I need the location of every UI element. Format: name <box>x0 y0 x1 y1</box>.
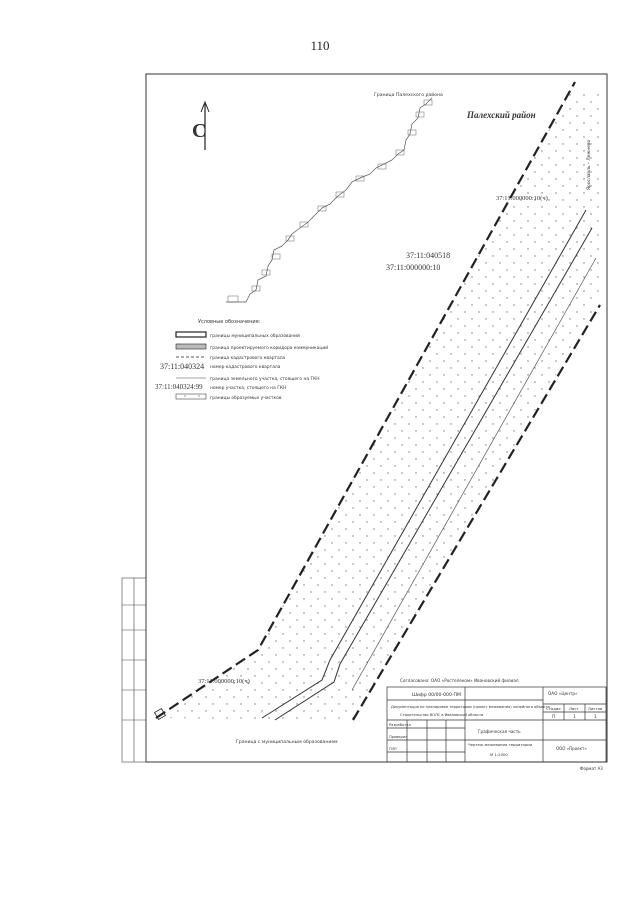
legend-item-text: граница проектируемого коридора коммуникаций <box>210 346 329 351</box>
legend-sample-quarter: 37:11:040324 <box>160 362 205 371</box>
bottom-boundary-label: Граница с муниципальным образованием <box>236 740 338 745</box>
legend-item-text: границы образуемых участков <box>210 396 282 401</box>
parcel-northeast-label: 37:11:000000:10(ч) <box>496 195 548 202</box>
left-stamp-column <box>122 578 146 762</box>
organization: ООО «Проект» <box>556 746 587 751</box>
corridor-area <box>156 92 600 720</box>
sheets-value: 1 <box>594 714 597 719</box>
drawing-scale: М 1:2000 <box>490 752 508 757</box>
format-footer: Формат А3 <box>580 766 603 771</box>
district-label: Палехский район <box>467 110 536 120</box>
legend-item-text: граница кадастрового квартала <box>210 356 286 361</box>
top-note: Граница Палехского района <box>374 93 443 98</box>
legend <box>155 319 328 401</box>
role-developer: Разработал <box>389 723 411 727</box>
object-name: Строительство ВОЛС в Ивановской области <box>400 713 484 717</box>
north-symbol: С <box>192 120 207 142</box>
graphic-part: Графическая часть <box>478 729 521 734</box>
role-checker: Проверил <box>389 735 408 739</box>
project-code: Шифр 00/00-000-ПМ <box>412 693 461 698</box>
sheet-header: Лист <box>569 706 579 711</box>
title-block <box>387 678 606 771</box>
parcel-main-sub-label: 37:11:000000:10 <box>386 263 441 272</box>
legend-item-text: номер кадастрового квартала <box>210 365 281 370</box>
org-top: ОАО «Центр» <box>548 691 578 696</box>
north-arrow-icon <box>192 102 209 150</box>
parcel-main-label: 37:11:040518 <box>406 251 451 260</box>
sheets-header: Листов <box>588 706 603 711</box>
road-label: Ярославль – Лежнево <box>587 139 592 190</box>
drawing-title: Чертеж межевания территории <box>468 742 533 747</box>
legend-item-text: номер участка, стоящего на ГКН <box>210 386 287 391</box>
parcel-southwest-label: 37:11:000000:10(ч) <box>198 678 250 685</box>
legend-sample-parcel: 37:11:040324:99 <box>155 383 203 391</box>
sheet-value: 1 <box>573 714 576 719</box>
legend-title: Условные обозначения: <box>198 319 261 325</box>
documentation-description: Документация по планировке территории (проект межевания) линейного объекта <box>391 705 550 709</box>
stage-header: Стадия <box>546 706 561 711</box>
stamp-approval-line: Согласовано: ОАО «Ростелеком» Ивановский филиал <box>400 678 519 683</box>
legend-item-text: граница земельного участка, стоящего на ГКН <box>210 377 320 382</box>
stage-value: П <box>552 714 556 719</box>
legend-item-text: границы муниципальных образований <box>210 334 300 339</box>
page-number: 110 <box>310 38 330 53</box>
role-gip: ГИП <box>389 747 397 751</box>
